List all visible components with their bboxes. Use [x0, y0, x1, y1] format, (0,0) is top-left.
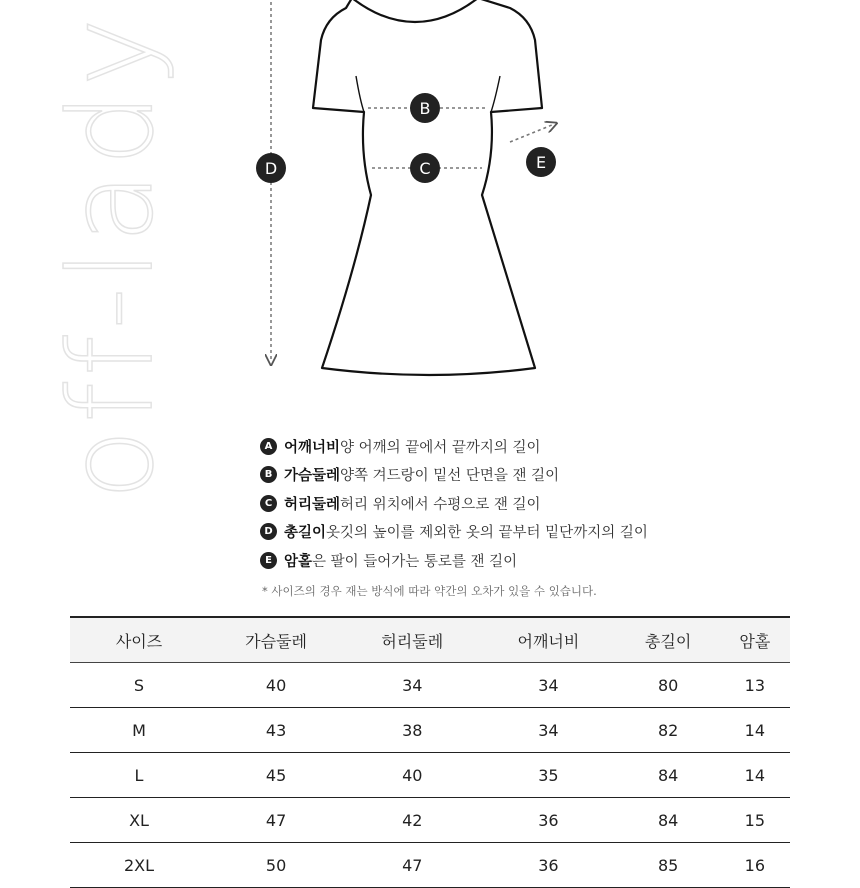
legend-badge-a: A — [260, 438, 277, 455]
cell-armhole: 13 — [720, 663, 790, 708]
legend-item-a — [260, 432, 648, 461]
cell-size: L — [70, 753, 208, 798]
header-size: 사이즈 — [70, 617, 208, 663]
header-shoulder: 어깨너비 — [480, 617, 616, 663]
dress-outline — [313, 0, 542, 375]
cell-waist: 34 — [344, 663, 480, 708]
cell-length: 82 — [617, 708, 720, 753]
svg-text:E: E — [535, 153, 547, 172]
legend-item-c — [260, 489, 648, 518]
cell-armhole: 15 — [720, 798, 790, 843]
cell-bust: 43 — [208, 708, 344, 753]
legend-item-b — [260, 461, 648, 490]
table-row — [70, 798, 790, 843]
cell-shoulder: 34 — [480, 708, 616, 753]
armhole-dimension-line — [510, 125, 552, 142]
legend-badge-c: C — [260, 495, 277, 512]
svg-text:B: B — [419, 99, 431, 118]
cell-shoulder: 34 — [480, 663, 616, 708]
brand-watermark: off-lady — [44, 11, 179, 500]
cell-waist: 40 — [344, 753, 480, 798]
measurement-note: * 사이즈의 경우 재는 방식에 따라 약간의 오차가 있을 수 있습니다. — [262, 584, 597, 598]
header-length: 총길이 — [617, 617, 720, 663]
legend-item-e — [260, 546, 648, 575]
cell-shoulder: 36 — [480, 843, 616, 888]
table-row — [70, 663, 790, 708]
cell-length: 84 — [617, 753, 720, 798]
legend-term: 가슴둘레 — [284, 468, 341, 485]
cell-length: 80 — [617, 663, 720, 708]
measurement-legend — [260, 432, 648, 575]
size-table — [70, 616, 790, 888]
table-row — [70, 708, 790, 753]
legend-desc: 옷깃의 높이를 제외한 옷의 끝부터 밑단까지의 길이 — [326, 525, 648, 542]
marker-b — [410, 93, 440, 123]
cell-length: 84 — [617, 798, 720, 843]
cell-armhole: 14 — [720, 708, 790, 753]
header-armhole: 암홀 — [720, 617, 790, 663]
legend-badge-e: E — [260, 552, 277, 569]
legend-desc: 허리 위치에서 수평으로 잰 길이 — [340, 496, 541, 513]
header-bust: 가슴둘레 — [208, 617, 344, 663]
cell-bust: 40 — [208, 663, 344, 708]
cell-size: S — [70, 663, 208, 708]
cell-shoulder: 36 — [480, 798, 616, 843]
cell-shoulder: 35 — [480, 753, 616, 798]
legend-badge-b: B — [260, 466, 277, 483]
table-row — [70, 843, 790, 888]
cell-bust: 50 — [208, 843, 344, 888]
legend-desc: 은 팔이 들어가는 통로를 잰 길이 — [312, 553, 518, 570]
svg-text:D: D — [264, 159, 278, 178]
legend-term: 허리둘레 — [284, 496, 341, 513]
marker-c — [410, 153, 440, 183]
legend-desc: 양 어깨의 끝에서 끝까지의 길이 — [340, 439, 541, 456]
cell-bust: 47 — [208, 798, 344, 843]
legend-term: 총길이 — [284, 525, 327, 542]
marker-e — [526, 147, 556, 177]
svg-text:C: C — [419, 159, 431, 178]
cell-size: M — [70, 708, 208, 753]
header-waist: 허리둘레 — [344, 617, 480, 663]
cell-waist: 42 — [344, 798, 480, 843]
cell-length: 85 — [617, 843, 720, 888]
cell-waist: 47 — [344, 843, 480, 888]
legend-badge-d: D — [260, 523, 277, 540]
cell-bust: 45 — [208, 753, 344, 798]
table-row — [70, 753, 790, 798]
table-header-row — [70, 617, 790, 663]
cell-waist: 38 — [344, 708, 480, 753]
legend-desc: 양쪽 겨드랑이 밑선 단면을 잰 길이 — [340, 468, 560, 485]
legend-term: 어깨너비 — [284, 439, 341, 456]
legend-term: 암홀 — [284, 553, 313, 570]
marker-d — [256, 153, 286, 183]
cell-size: XL — [70, 798, 208, 843]
cell-armhole: 16 — [720, 843, 790, 888]
cell-size: 2XL — [70, 843, 208, 888]
legend-item-d — [260, 518, 648, 547]
dress-diagram — [0, 0, 860, 420]
cell-armhole: 14 — [720, 753, 790, 798]
